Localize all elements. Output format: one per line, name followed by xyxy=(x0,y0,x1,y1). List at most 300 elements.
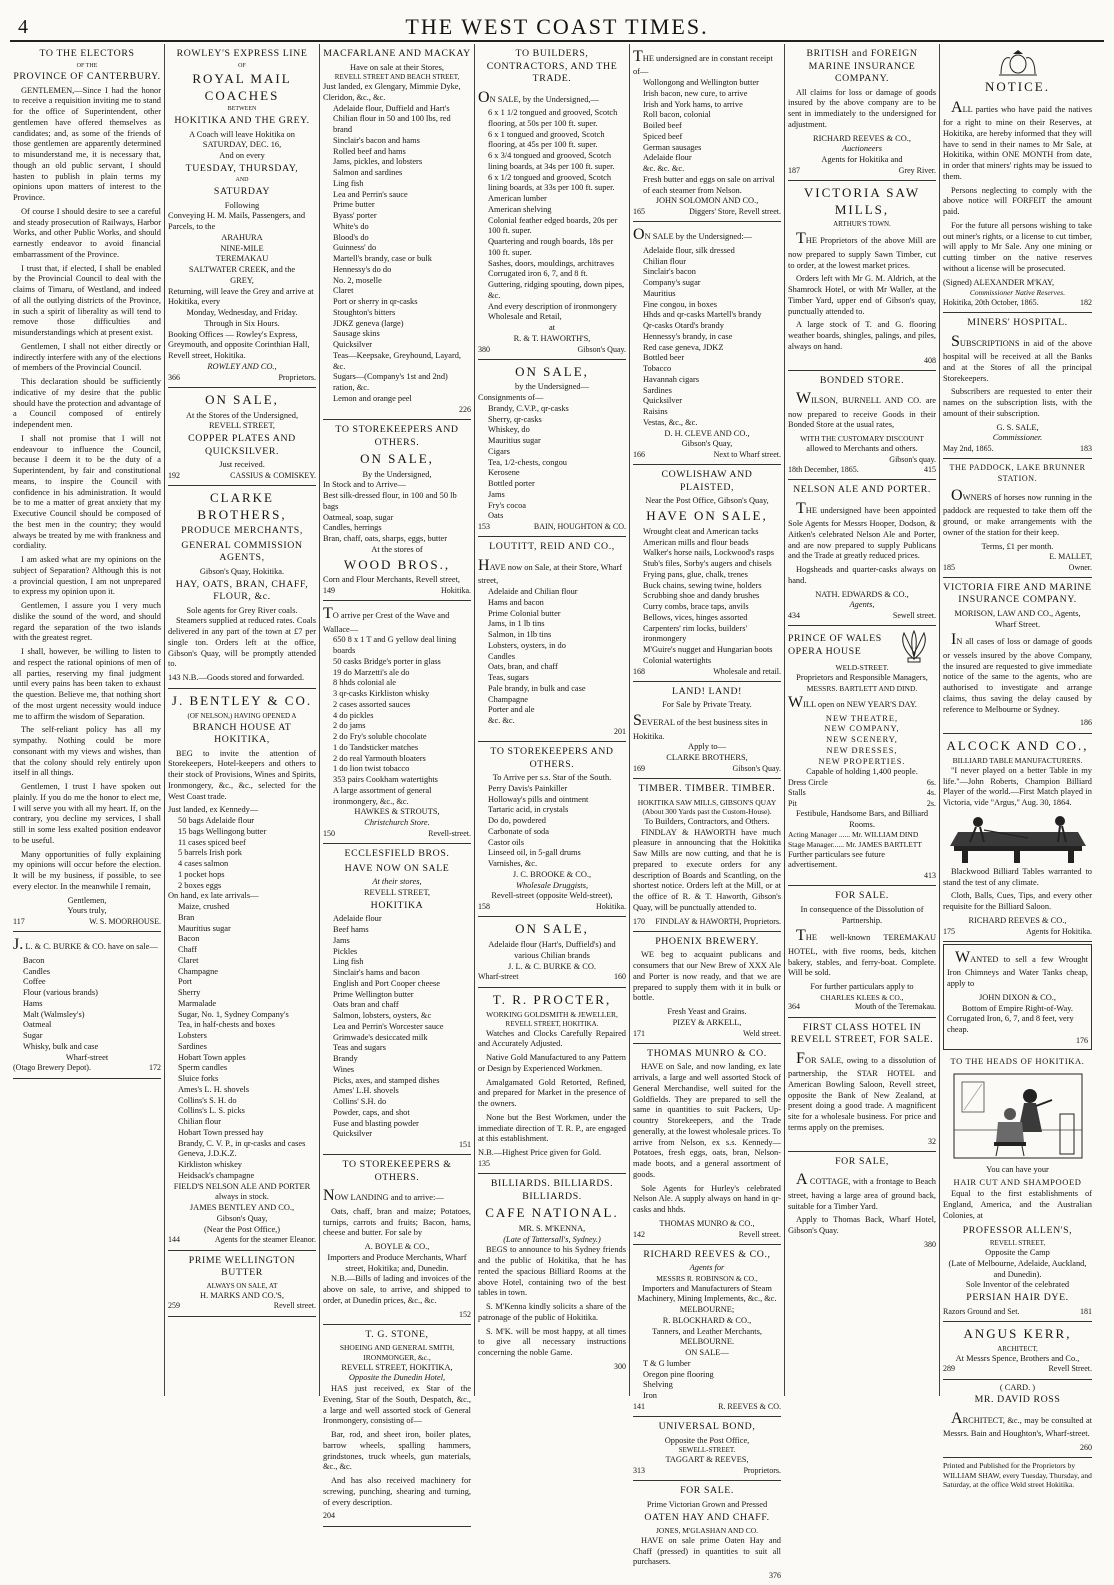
list-item: Ling fish xyxy=(333,957,364,967)
list-item: 2 do real Yarmouth bloaters xyxy=(333,753,426,763)
coach-days: TUESDAY, THURSDAY, xyxy=(185,162,299,174)
coach-every: And on every xyxy=(219,151,265,161)
notice-commissioner: Commissioner Native Reserves. xyxy=(969,288,1066,298)
list-item: 19 do Marzetti's ale do xyxy=(333,667,410,677)
copper-plates-title: COPPER PLATES AND QUICKSILVER. xyxy=(188,433,296,457)
billiard-table-illustration xyxy=(948,812,1088,864)
opera-props: Proprietors and Responsible Managers, xyxy=(796,672,928,682)
butter-title: PRIME WELLINGTON BUTTER xyxy=(188,1254,296,1279)
loutitt-title: LOUTITT, REID AND CO., xyxy=(489,541,615,553)
ad-ref: 170 xyxy=(633,916,645,926)
cowlishaw-retail: Wholesale and retail. xyxy=(713,666,781,676)
kerr-street: Revell Street. xyxy=(1048,1364,1092,1374)
ecclesfield-title: ECCLESFIELD BROS. xyxy=(344,848,450,860)
wood-ad xyxy=(323,420,471,601)
opera-further: Further particulars see future advertisement. xyxy=(788,849,885,870)
page-number: 4 xyxy=(18,16,28,38)
letter-paragraph: I shall, however, be willing to listen to and respect the rational opinions of men of all parties, reserving my final judgment until every pains has been taken to exhaust the question. Believe me, that nothing short of the most urgent necessity would induce me to affirm the wisdom of Separation. xyxy=(13,647,161,721)
burke-items xyxy=(13,956,161,1053)
ad-ref: 413 xyxy=(924,871,936,881)
hay-text: HAVE on sale prime Oaten Hay and Chaff (pressed) in quantities to suit all purchasers. xyxy=(633,1535,781,1567)
solomon-location: Diggers' Store, Revell street. xyxy=(689,207,781,217)
fire-street: Wharf Street. xyxy=(994,619,1041,629)
procter-native: Native Gold Manufactured to any Pattern or Design by Experienced Workmen. xyxy=(478,1053,626,1073)
bonded-quay: Gibson's quay. xyxy=(889,454,936,464)
list-item: Whiskey, do xyxy=(488,425,530,435)
letter-signature: W. S. MOORHOUSE. xyxy=(89,917,161,927)
stone-title: T. G. STONE, xyxy=(365,1328,429,1340)
land-apply: Apply to— xyxy=(688,742,726,752)
list-item: And every description of ironmongery xyxy=(488,301,617,311)
list-item: Spiced beef xyxy=(643,131,683,141)
list-item: 11 cases spiced beef xyxy=(178,837,246,847)
professor-title: PROFESSOR ALLEN'S, xyxy=(962,1224,1073,1236)
list-item: Powder, caps, and shot xyxy=(333,1107,410,1117)
letter-paragraph: GENTLEMEN,—Since I had the honor to receive a requisition inviting me to stand for the office of Superintendent, other gentlemen have offered themselves as candidates; and, as some of the friends of those gentlemen are apparently determined to misunderstand me, it is necessary that, though an old public servant, I should hasten to publish in plain terms my opinions upon matters of interest to the Province. xyxy=(13,85,161,203)
mckenna-begs: BEGS to announce to his Sydney friends and the public of Hokitika, that he has rented the spacious Billiard Rooms at the above Hotel, containing two of the best tables in town. xyxy=(478,1245,626,1298)
opera-title: PRINCE OF WALES OPERA HOUSE xyxy=(788,633,882,657)
coach-and: AND xyxy=(235,177,249,184)
bain-consignments: Consignments of— xyxy=(478,393,544,403)
opera-new-list xyxy=(788,714,936,768)
phoenix-text: WE beg to acquaint publicans and consumers that our New Brew of XXX Ale and Porter is now ready, and that we are prepared to supply them with it in bulk or bottle. xyxy=(633,950,781,1003)
list-item: Chilian flour in 50 and 100 lbs, red brand xyxy=(333,114,451,135)
ross-ad xyxy=(943,1380,1092,1459)
price-label: Stalls xyxy=(788,788,806,798)
wood-flour: Best silk-dressed flour, in 100 and 50 lb bags xyxy=(323,491,457,511)
ad-ref: 32 xyxy=(928,1136,936,1146)
list-item: Wollongong and Wellington butter xyxy=(643,78,759,88)
letter-paragraph: This declaration should be sufficiently indicative of my desire that the public should have the protection and advantage of a Council composed of entirely independent men. xyxy=(13,377,161,430)
heads-title: TO THE HEADS OF HOKITIKA. xyxy=(950,1055,1085,1066)
list-item: Whisky, bulk and case xyxy=(23,1041,99,1051)
list-item: Wrought cleat and American tacks xyxy=(643,526,759,536)
list-item: Teas, sugars xyxy=(488,673,529,683)
ecclesfield-ad xyxy=(323,844,471,1155)
opera-street: WELD-STREET. xyxy=(835,663,889,673)
ad-ref: 289 xyxy=(943,1364,955,1374)
teremakau-conseq: In consequence of the Dissolution of Partnership. xyxy=(800,904,924,925)
list-item: White's do xyxy=(333,221,369,231)
saw-mills-town: ARTHUR'S TOWN. xyxy=(833,220,891,229)
list-item: Chilian flour xyxy=(643,256,687,266)
list-item: &c. &c. xyxy=(488,716,515,726)
alcock-cloth: Cloth, Balls, Cues, Tips, and every other requisite for the Billiard Saloon. xyxy=(943,891,1092,912)
commission-title: GENERAL COMMISSION AGENTS, xyxy=(181,539,303,564)
barber-shop-illustration xyxy=(948,1070,1088,1162)
boyle-text: Oats, chaff, bran and maize; Potatoes, turnips, carrots and fruits; Bacon, hams, cheese and butter. For sale by xyxy=(323,1206,471,1238)
list-item: Lemon and orange peel xyxy=(333,393,412,403)
crest-items xyxy=(323,635,471,807)
reeves-signature: R. REEVES & CO. xyxy=(718,1401,781,1411)
price-value: 2s. xyxy=(926,798,936,808)
coach-following: Following xyxy=(224,200,260,210)
list-item: Sardines xyxy=(178,1041,207,1051)
macfarlane-title: MACFARLANE AND MACKAY xyxy=(323,48,471,59)
list-item: Tea, 1/2-chests, congou xyxy=(488,457,567,467)
wood-candles: Candles, herrings xyxy=(323,523,382,533)
list-item: Sashes, doors, mouldings, architraves xyxy=(488,258,615,268)
professor-razors: Razors Ground and Set. xyxy=(943,1306,1020,1316)
professor-late: (Late of Melbourne, Adelaide, Auckland, and Dunedin). xyxy=(948,1258,1087,1279)
coach-through: Through in Six Hours. xyxy=(204,318,280,328)
star-hotel-text: FOR SALE, owing to a dissolution of partnership, the STAR HOTEL and American Bowling Saloon, Revell street, opposite the Bank of New Zealand, at present doing a good trade. A magnificent site for a wholesale business. For price and terms apply on the premises. xyxy=(788,1049,936,1132)
price-value: 6s. xyxy=(926,778,936,788)
macfarlane-sale: Have on sale at their Stores, xyxy=(350,62,444,72)
list-item: Malt (Walmsley's) xyxy=(23,1009,85,1019)
list-item: Pale brandy, in bulk and case xyxy=(488,683,586,693)
list-item: Raisins xyxy=(643,407,668,417)
notice-persons: Persons neglecting to comply with the above notice will FORFEIT the amount paid. xyxy=(943,185,1092,217)
ad-ref: 364 xyxy=(788,1002,800,1012)
phoenix-ad xyxy=(633,932,781,1044)
bentley-near: (Near the Post Office,) xyxy=(203,1224,281,1234)
munro-title: THOMAS MUNRO & CO. xyxy=(647,1047,767,1059)
list-item: 2 do jams xyxy=(333,721,366,731)
clarke-agents: Sole agents for Grey River coals. xyxy=(186,605,298,615)
letter-heading-of: OF THE xyxy=(76,62,98,69)
list-item: Champagne xyxy=(488,694,529,704)
list-item: Carpenters' rim locks, builders' ironmongery xyxy=(643,623,747,644)
letter-paragraph: The self-reliant policy has all my sympathy. Nothing could be more consonant with my views and wishes, than that the colony should rely entirely upon itself in all things. xyxy=(13,725,161,778)
opera-managers: MESSRS. BARTLETT AND DIND. xyxy=(806,683,918,693)
land-private: For Sale by Private Treaty. xyxy=(662,700,752,710)
nelson-ale-ad xyxy=(788,480,936,626)
ad-ref: 144 xyxy=(168,1235,180,1245)
persian-dye: PERSIAN HAIR DYE. xyxy=(966,1292,1069,1304)
list-item: American mills and flour beads xyxy=(643,537,749,547)
ad-ref: 160 xyxy=(614,972,626,982)
ecclesfield-town: HOKITIKA xyxy=(370,899,424,911)
solomon-items xyxy=(633,78,781,196)
ad-ref: 300 xyxy=(614,1361,626,1371)
list-item: Lobsters, oysters, in do xyxy=(488,640,566,650)
procter-trade: WORKING GOLDSMITH & JEWELLER, xyxy=(486,1010,618,1020)
column-3 xyxy=(320,44,475,1521)
list-item: Picks, axes, and stamped dishes xyxy=(333,1075,440,1085)
opera-capacity: Capable of holding 1,400 people. xyxy=(806,767,918,777)
list-item: Collins's S. H. do xyxy=(178,1095,237,1105)
haworth-location: Gibson's Quay. xyxy=(577,344,626,354)
coach-role: Proprietors. xyxy=(278,372,316,382)
list-item: Stub's files, Sorby's augers and chisels xyxy=(643,559,772,569)
list-item: Sinclair's hams and bacon xyxy=(333,968,420,978)
list-item: Sperm candles xyxy=(178,1063,228,1073)
dixon-bottom: Bottom of Empire Right-of-Way. xyxy=(962,1003,1073,1013)
clarke-quay: Gibson's Quay, Hokitika. xyxy=(199,566,285,576)
ad-ref: 165 xyxy=(633,207,645,217)
bonded-allowed: allowed to Merchants and others. xyxy=(806,443,918,453)
mckenna-solicits: S. M'Kenna kindly solicits a share of the patronage of the public of Hokitika. xyxy=(478,1302,626,1322)
burke-signature: J. L. & C. BURKE & CO. xyxy=(508,961,596,971)
list-item: Salmon, lobsters, oysters, &c xyxy=(333,1011,432,1021)
list-item: T & G lumber xyxy=(643,1358,691,1368)
marks-signature: H. MARKS AND CO.'S, xyxy=(200,1290,284,1300)
prince-of-wales-feathers-icon xyxy=(892,629,936,663)
bond-street: SEWELL-STREET. xyxy=(678,1446,736,1455)
bentley-hand: On hand, ex late arrivals— xyxy=(168,891,259,901)
list-item: JDKZ geneva (large) xyxy=(333,318,404,328)
clarke-steamers: Steamers supplied at reduced rates. Coals delivered in any part of the town at £7 per single ton. Orders left at the office, Gibson's Quay, will be promptly attended to. xyxy=(168,616,316,669)
list-item: Heidsack's champagne xyxy=(178,1170,255,1180)
price-row xyxy=(788,799,936,809)
nelson-ale-title: NELSON ALE AND PORTER. xyxy=(793,484,931,496)
marine-claims: All claims for loss or damage of goods insured by the above company are to be sent in immediately to the undersigned for adjustment. xyxy=(788,87,936,129)
list-item: Jams, in 1 lb tins xyxy=(488,619,545,629)
dixon-signature: JOHN DIXON & CO., xyxy=(978,992,1056,1002)
masthead xyxy=(10,14,1104,42)
ad-ref: 313 xyxy=(633,1466,645,1476)
bentley-landed: Just landed, ex Kennedy— xyxy=(168,805,259,815)
hospital-signature: G. S. SALE, xyxy=(996,422,1039,432)
list-item: A large assortment of general ironmongery, &c., &c. xyxy=(333,785,432,806)
list-item: Martell's brandy, case or bulk xyxy=(333,254,432,264)
list-item: Hobart Town pressed hay xyxy=(178,1127,264,1137)
list-item: Lea and Perrin's sauce xyxy=(333,189,408,199)
cassius-signature: CASSIUS & COMISKEY. xyxy=(230,470,316,480)
list-item: Sherry xyxy=(178,988,201,998)
list-item: Cigars xyxy=(488,446,510,456)
column-2 xyxy=(165,44,320,1396)
paddock-ad xyxy=(943,459,1092,577)
between-label: BETWEEN xyxy=(227,106,257,113)
bentley-agents: Agents for the steamer Eleanor. xyxy=(214,1235,316,1245)
ecclesfield-have: HAVE NOW ON SALE xyxy=(344,862,450,874)
bentley-title: J. BENTLEY & CO. xyxy=(171,692,313,708)
bentley-ad xyxy=(168,689,316,1251)
produce-title: PRODUCE MERCHANTS, xyxy=(181,525,303,537)
fire-text: IN all cases of loss or damage of goods or vessels insured by the above Company, the insured are requested to give immediate notice of the same to the agents, who are authorised to investigate and arrange claims, thus saving the delay caused by reference to Melbourne or Sydney. xyxy=(943,631,1092,714)
list-item: Bran xyxy=(178,912,195,922)
ad-ref: 172 xyxy=(149,1063,161,1073)
marine-insurance-ad xyxy=(788,44,936,181)
dixon-corrugated: Corrugated Iron, 6, 7, and 8 feet, very cheap. xyxy=(947,1014,1074,1034)
list-item: 2 do Fry's soluble chocolate xyxy=(333,732,427,742)
list-item: NEW DRESSES, xyxy=(826,745,898,755)
wanted-text: WANTED to sell a few Wrought Iron Chimneys and Water Tanks cheap, apply to xyxy=(947,948,1088,988)
list-item: Grimwade's desiccated milk xyxy=(333,1032,428,1042)
timber-ad xyxy=(633,779,781,932)
coach-saturday: SATURDAY xyxy=(213,186,271,198)
list-item: Brandy, C. V. P., in qr-casks and cases xyxy=(178,1138,306,1148)
list-item: Varnishes, &c. xyxy=(488,859,538,869)
just-received: Just received. xyxy=(219,460,265,470)
cottage-text: A COTTAGE, with a frontage to Beach street, having a large area of ground back, suitable for a Timber Yard. xyxy=(788,1171,936,1211)
ad-ref: 192 xyxy=(168,470,180,480)
hospital-subs2: Subscribers are requested to enter their names on the subscription lists, with the amount of their subscription. xyxy=(943,387,1092,418)
list-item: Oats xyxy=(488,511,504,521)
munro-text: HAVE on Sale, and now landing, ex late arrivals, a large and well assorted Stock of General Merchandise, well suited for the Goldfields. They are prepared to sell the same in quantities to suit Packers, Up-country Storekeepers, and the Trade generally, at the lowest wholesale prices. To arrive from Nelson, ex s.s. Kennedy—Potatoes, fresh eggs, oats, bran, Nelson-made boots, and a general assortment of goods. xyxy=(633,1062,781,1179)
list-item: Champagne xyxy=(178,966,219,976)
chimneys-ad xyxy=(943,944,1092,1050)
star-hotel-title: FIRST CLASS HOTEL IN REVELL STREET, FOR SALE. xyxy=(790,1021,934,1046)
page-columns xyxy=(10,44,1104,1581)
royal-coat-of-arms-icon xyxy=(995,50,1041,76)
ad-ref: 158 xyxy=(478,902,490,912)
list-item: Frying pans, glue, chalk, trenes xyxy=(643,569,748,579)
cleve-items xyxy=(633,246,781,429)
hair-line: You can have your xyxy=(986,1164,1049,1174)
list-item: Roll bacon, colonial xyxy=(643,110,711,120)
teremakau-mouth: Mouth of the Teremakau. xyxy=(854,1002,936,1012)
list-item: Stoughton's bitters xyxy=(333,307,396,317)
saw-mills-ad xyxy=(788,181,936,371)
list-item: Adelaide flour xyxy=(643,153,692,163)
clarke-title: CLARKE BROTHERS, xyxy=(197,490,287,522)
ross-card: ( CARD. ) xyxy=(999,1382,1036,1392)
list-item: Claret xyxy=(178,955,199,965)
bentley-subtitle: (OF NELSON,) HAVING OPENED A xyxy=(187,711,297,720)
nelson-ale-agents: Agents, xyxy=(849,600,875,610)
notice-date: Hokitika, 20th October, 1865. xyxy=(943,297,1039,307)
stone-trade: SHOEING AND GENERAL SMITH, IRONMONGER, &c., xyxy=(339,1343,455,1362)
hay-ad xyxy=(633,1481,781,1585)
munro-signature: THOMAS MUNRO & CO., xyxy=(659,1218,755,1228)
reeves-importers: Importers and Manufacturers of Steam Machinery, Mining Implements, &c., &c. xyxy=(637,1283,777,1304)
list-item: NEW PROPERTIES. xyxy=(818,756,906,766)
timber-about: (About 300 Yards past the Custom-House). xyxy=(642,807,772,817)
list-item: Sardines xyxy=(643,385,672,395)
column-7 xyxy=(940,44,1095,1490)
coach-leave: A Coach will leave Hokitika on xyxy=(189,129,295,139)
ad-ref: 149 xyxy=(323,586,335,596)
list-item: Teas and sugars xyxy=(333,1043,386,1053)
timber-text: FINDLAY & HAWORTH have much pleasure in announcing that the Hokitika Saw Mills are now cutting, and that he is prepared to execute orders for any description of Boards and Scantling, on the shortest notice. Orders left at the Mill, or at the office of R. & T. Haworth, Gibson's Quay, will be punctually attended to. xyxy=(633,827,781,912)
cottage-apply: Apply to Thomas Back, Wharf Hotel, Gibson's Quay. xyxy=(788,1215,936,1236)
ad-ref: 408 xyxy=(924,355,936,365)
hay-prime: Prime Victorian Grown and Pressed xyxy=(646,1499,768,1509)
brooke-ad xyxy=(478,742,626,917)
list-item: GREY, xyxy=(230,275,254,285)
clarke-ad xyxy=(168,486,316,689)
list-item: Sherry, qr-casks xyxy=(488,414,542,424)
list-item: NINE-MILE xyxy=(220,243,264,253)
list-item: Ling fish xyxy=(333,178,364,188)
for-sale-title: FOR SALE. xyxy=(835,890,889,902)
cleve-signature: D. H. CLEVE AND CO., xyxy=(664,428,750,438)
list-item: Mauritius sugar xyxy=(178,923,231,933)
list-item: Fry's cocoa xyxy=(488,500,527,510)
billiard-ad xyxy=(943,734,1092,942)
wood-at: At the stores of xyxy=(371,544,423,554)
marine-auctioneers: Auctioneers xyxy=(841,144,882,154)
list-item: Oats, bran, and chaff xyxy=(488,662,558,672)
wood-title: WOOD BROS., xyxy=(343,556,451,572)
bentley-hand-items xyxy=(168,902,316,1182)
letter-paragraph: I trust that, if elected, I shall be enabled by the Provincial Council to deal with the claims of Timaru, of Westland, and indeed of all the outlying districts of the Province, in such a spirit of liberality as will tend to remove those difficulties and misunderstandings which at present exist. xyxy=(13,263,161,338)
ad-ref: 259 xyxy=(168,1301,180,1311)
list-item: Company's sugar xyxy=(643,278,701,288)
macfarlane-landed: Just landed, ex Glengary, Mimmie Dyke, Cleridon, &c., &c. xyxy=(323,82,461,102)
list-item: Sugar, No. 1, Sydney Company's xyxy=(178,1009,289,1019)
hawkes-street: Revell-street. xyxy=(428,828,471,838)
list-item: Jams xyxy=(488,489,505,499)
mckenna-name: MR. S. M'KENNA, xyxy=(518,1223,586,1233)
list-item: 1 pocket hops xyxy=(178,869,225,879)
list-item: 5 barrels Irish pork xyxy=(178,848,242,858)
ad-ref: 171 xyxy=(633,1028,645,1038)
letter-paragraph: I am asked what are my opinions on the subject of Separation? Although this is not a provincial question, I am not unprepared to express my opinion upon it. xyxy=(13,555,161,597)
loutitt-ad xyxy=(478,537,626,742)
macfarlane-items xyxy=(323,104,471,405)
saw-mills-title: VICTORIA SAW MILLS, xyxy=(803,185,921,217)
storekeepers-title: TO STOREKEEPERS AND OTHERS. xyxy=(335,423,459,448)
opera-house-ad xyxy=(788,626,936,886)
list-item: 650 8 x 1 T and G yellow deal lining boards xyxy=(333,635,457,656)
cottage-ad xyxy=(788,1152,936,1254)
letter-salutation: Gentlemen, xyxy=(67,895,107,905)
stone-street: REVELL STREET, HOKITIKA, xyxy=(341,1362,453,1372)
list-item: Jams, pickles, and lobsters xyxy=(333,157,423,167)
route-label: HOKITIKA AND THE GREY. xyxy=(174,115,310,127)
street-line: REVELL STREET, xyxy=(208,421,276,431)
star-hotel-ad xyxy=(788,1018,936,1152)
stone-has: HAS just received, ex Star of the Evening, Star of the South, Despatch, &c., a large and well assorted stock of General Ironmongery, consisting of— xyxy=(323,1384,471,1426)
wood-bran: Bran, chaff, oats, sharps, eggs, butter xyxy=(323,534,448,544)
coach-booking: Booking Offices — Rowley's Express, Greymouth, and opposite Corinthian Hall, Revell street, Hokitika. xyxy=(168,329,310,361)
fire-agents: MORISON, LAW AND CO., Agents, xyxy=(954,608,1081,618)
list-item: Marmalade xyxy=(178,998,217,1008)
ad-ref: 201 xyxy=(614,726,626,736)
bonded-title: BONDED STORE. xyxy=(819,374,905,386)
butter-ad xyxy=(168,1251,316,1317)
list-item: Fresh butter and eggs on sale on arrival of each steamer from Nelson. xyxy=(643,174,775,195)
butter-always: ALWAYS ON SALE, AT xyxy=(206,1281,278,1290)
cafe-title: CAFE NATIONAL. xyxy=(485,1205,619,1221)
column-5 xyxy=(630,44,785,1581)
list-item: Coffee xyxy=(23,977,46,987)
phoenix-location: Weld street. xyxy=(742,1028,781,1038)
list-item: Adelaide flour, silk dressed xyxy=(643,245,735,255)
cowlishaw-items xyxy=(633,527,781,667)
bond-opposite: Opposite the Post Office, xyxy=(664,1435,750,1445)
macfarlane-ad xyxy=(323,44,471,420)
ad-ref: 176 xyxy=(1076,1035,1088,1045)
ad-ref: 186 xyxy=(1080,718,1092,728)
price-row xyxy=(788,778,936,788)
list-item: Curry combs, brace taps, anvils xyxy=(643,602,749,612)
list-item: Quicksilver xyxy=(643,396,683,406)
munro-sole: Sole Agents for Hurley's celebrated Nelson Ale. A supply always on hand in qr-casks and hhds. xyxy=(633,1183,781,1215)
solomon-heading: THE undersigned are in constant receipt of— xyxy=(633,48,773,77)
wood-by: By the Undersigned, xyxy=(362,469,432,479)
list-item: Carbonate of soda xyxy=(488,826,549,836)
list-item: Prime Colonial butter xyxy=(488,608,561,618)
list-item: 50 bags Adelaide flour xyxy=(178,816,255,826)
list-item: Hams xyxy=(23,998,43,1008)
teremakau-further: For further particulars apply to xyxy=(810,982,914,992)
reeves-block: R. BLOCKHARD & CO., xyxy=(662,1315,752,1325)
royal-mail-title: ROYAL MAIL COACHES xyxy=(192,71,292,103)
list-item: Port or sherry in qr-casks xyxy=(333,297,418,307)
list-item: Salmon and sardines xyxy=(333,168,403,178)
crest-heading: TO arrive per Crest of the Wave and Wallace— xyxy=(323,605,450,634)
bain-items xyxy=(478,404,626,522)
hospital-date: May 2nd, 1865. xyxy=(943,444,994,454)
list-item: Prime Wellington butter xyxy=(333,989,414,999)
list-item: Adelaide and Chilian flour xyxy=(488,587,578,597)
cleve-heading: ON SALE by the Undersigned:— xyxy=(633,226,753,244)
wood-arrive: In Stock and to Arrive— xyxy=(323,480,406,490)
marine-reeves: RICHARD REEVES & CO., xyxy=(813,133,911,143)
stone-bar: Bar, rod, and sheet iron, boiler plates, barrow wheels, spalling hammers, grindstones, truck wheels, gun materials, &c., &c. xyxy=(323,1430,471,1472)
list-item: Chaff xyxy=(178,945,197,955)
burke-heading: J. L. & C. BURKE & CO. have on sale— xyxy=(13,936,158,954)
price-value: 4s. xyxy=(926,788,936,798)
opera-stage-manager: Stage Manager...... Mr. JAMES BARTLETT xyxy=(788,839,922,849)
list-item: Perry Davis's Painkiller xyxy=(488,783,568,793)
ad-ref: 380 xyxy=(478,344,490,354)
